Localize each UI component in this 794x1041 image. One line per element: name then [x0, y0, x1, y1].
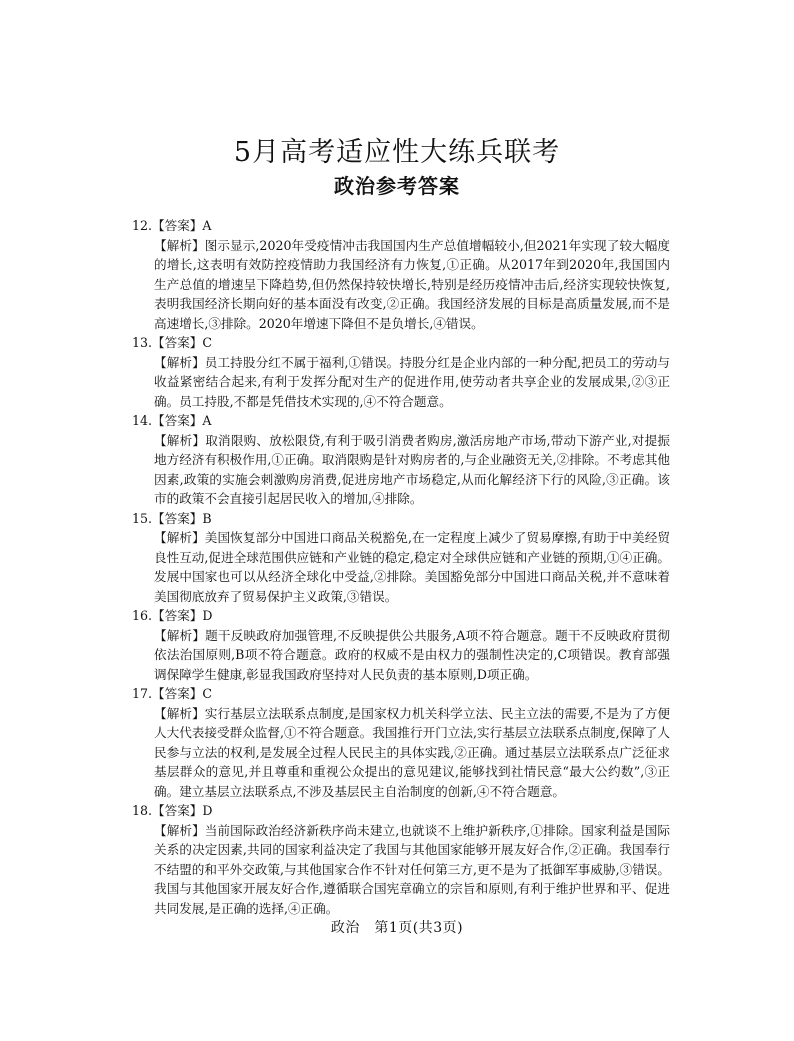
question-14 — [132, 411, 670, 509]
page-title: 5月高考适应性大练兵联考 — [233, 137, 561, 168]
page-subtitle: 政治参考答案 — [334, 174, 460, 198]
question-13 — [132, 333, 670, 411]
answer-label: 13.【答案】C — [132, 335, 213, 350]
explanation-text: 【解析】当前国际政治经济新秩序尚未建立,也就谈不上维护新秩序,①排除。国家利益是国际关系的决定因素,共同的国家利益决定了我国与其他国家能够开展友好合作,②正确。我国奉行不结盟的和平外交政策,与其他国家合作不针对任何第三方,更不是为了抵御军事威胁,③错误。我国与其他国家开展友好合作,遵循联合国宪章确立的宗旨和原则,有利于维护世界和平、促进共同发展,是正确的选择,④正确。 — [154, 822, 670, 916]
explanation-text: 【解析】取消限购、放松限贷,有利于吸引消费者购房,激活房地产市场,带动下游产业,对提振地方经济有积极作用,①正确。取消限购是针对购房者的,与企业融资无关,②排除。不考虑其他因素,政策的实施会刺激购房消费,促进房地产市场稳定,从而化解经济下行的风险,③正确。该市的政策不会直接引起居民收入的增加,④排除。 — [154, 432, 670, 506]
page-footer: 政治 第1页(共3页) — [330, 920, 464, 936]
explanation-text: 【解析】员工持股分红不属于福利,①错误。持股分红是企业内部的一种分配,把员工的劳动与收益紧密结合起来,有利于发挥分配对生产的促进作用,使劳动者共享企业的发展成果,②③正确。员工持股,不都是凭借技术实现的,④不符合题意。 — [154, 354, 670, 409]
question-16 — [132, 606, 670, 684]
answer-label: 15.【答案】B — [132, 510, 212, 526]
answer-label: 16.【答案】D — [132, 608, 213, 623]
explanation-text: 【解析】美国恢复部分中国进口商品关税豁免,在一定程度上减少了贸易摩擦,有助于中美经贸良性互动,促进全球范围供应链和产业链的稳定,稳定对全球供应链和产业链的预期,①④正确。发展中国家也可以从经济全球化中受益,②排除。美国豁免部分中国进口商品关税,并不意味着美国彻底放弃了贸易保护主义政策,③错误。 — [154, 530, 670, 604]
explanation-text: 【解析】图示显示,2020年受疫情冲击我国国内生产总值增幅较小,但2021年实现了较大幅度的增长,这表明有效防控疫情助力我国经济有力恢复,①正确。从2017年到2020年,我国国内生产总值的增速呈下降趋势,但仍然保持较快增长,特别是经历疫情冲击后,经济实现较快恢复,表明我国经济长期向好的基本面没有改变,②正确。我国经济发展的目标是高质量发展,而不是高速增长,③排除。2020年增速下降但不是负增长,④错误。 — [154, 237, 670, 331]
answer-label: 14.【答案】A — [132, 413, 212, 428]
question-12 — [132, 216, 670, 333]
answer-label: 12.【答案】A — [132, 218, 212, 233]
explanation-text: 【解析】题干反映政府加强管理,不反映提供公共服务,A项不符合题意。题干不反映政府贯彻依法治国原则,B项不符合题意。政府的权威不是由权力的强制性决定的,C项错误。教育部强调保障学生健康,彰显我国政府坚持对人民负责的基本原则,D项正确。 — [154, 627, 670, 682]
question-18 — [132, 801, 670, 918]
question-15 — [132, 509, 670, 607]
explanation-text: 【解析】实行基层立法联系点制度,是国家权力机关科学立法、民主立法的需要,不是为了方便人大代表接受群众监督,①不符合题意。我国推行开门立法,实行基层立法联系点制度,保障了人民参与立法的权利,是发展全过程人民民主的具体实践,②正确。通过基层立法联系点广泛征求基层群众的意见,并且尊重和重视公众提出的意见建议,能够找到社情民意“最大公约数”,③正确。建立基层立法联系点,不涉及基层民主自治制度的创新,④不符合题意。 — [154, 705, 670, 799]
answer-label: 17.【答案】C — [132, 686, 213, 701]
question-17 — [132, 684, 670, 801]
answer-label: 18.【答案】D — [132, 803, 213, 818]
answer-list — [132, 216, 670, 918]
